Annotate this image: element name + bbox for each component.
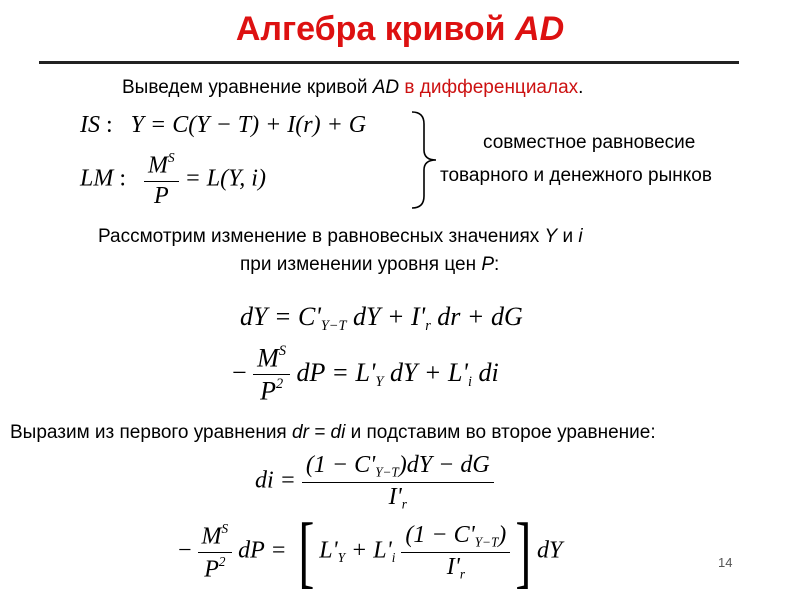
di-num-b: )dY − dG — [398, 452, 490, 478]
consider-line2 — [240, 254, 499, 276]
express-text-b: и подставим во второе уравнение: — [345, 422, 656, 443]
final-frac-den: I' — [446, 553, 460, 580]
consider-P: P — [481, 254, 495, 275]
di-num-a: (1 − C' — [305, 452, 376, 478]
final-frac-num-a: (1 − C' — [405, 521, 475, 548]
final-plus: + L' — [351, 537, 392, 564]
di-fraction — [302, 452, 494, 512]
di-den: I' — [388, 483, 402, 510]
right-bracket: ] — [515, 508, 532, 596]
brace-note-line2: товарного и денежного рынков — [440, 165, 712, 186]
lm-num-sup: S — [168, 150, 175, 165]
consider-and: и — [557, 226, 579, 247]
di-equation — [255, 452, 494, 512]
left-bracket: [ — [297, 508, 314, 596]
express-text-a: Выразим из первого уравнения — [10, 422, 292, 443]
lm-equation — [80, 150, 266, 210]
consider-line1 — [98, 226, 583, 248]
final-num-sup: S — [221, 520, 229, 536]
diff2-a: dP = L' — [296, 357, 376, 387]
is-colon: : — [106, 112, 113, 138]
express-line — [10, 422, 656, 444]
final-left-fraction — [198, 521, 233, 583]
diff2-c: di — [471, 357, 499, 387]
diff1-c: dr + dG — [430, 302, 523, 331]
diff2-num: M — [257, 343, 279, 373]
page-number: 14 — [718, 555, 733, 570]
lm-den: P — [153, 182, 169, 209]
diff1-b: dY + I' — [346, 302, 426, 331]
final-tail: dY — [536, 537, 563, 564]
consider-text-b: при изменении уровня цен — [240, 254, 482, 275]
di-den-sub: r — [401, 496, 407, 512]
consider-Y: Y — [544, 226, 558, 247]
consider-text-a: Рассмотрим изменение в равновесных значениях — [98, 226, 545, 247]
final-frac-den-sub: r — [459, 566, 465, 582]
final-equation — [178, 508, 563, 596]
title-main: Алгебра кривой — [235, 10, 516, 48]
intro-end: . — [578, 77, 584, 98]
diff1-a-sub: Y−T — [320, 318, 347, 334]
diff2-den: P — [260, 376, 276, 406]
final-a: L' — [319, 537, 338, 564]
express-eq: dr = di — [292, 422, 346, 443]
diff1-a: dY = C' — [240, 302, 321, 331]
title-italic: AD — [515, 10, 565, 48]
final-mid: dP = — [238, 537, 287, 564]
lm-label: LM — [80, 165, 114, 192]
lm-num: M — [148, 152, 169, 179]
consider-end: : — [494, 254, 500, 275]
brace-note-line1: совместное равновесие — [483, 132, 696, 153]
lm-rhs: = L(Y, i) — [184, 165, 266, 192]
final-inner-fraction — [401, 522, 510, 582]
is-equation — [80, 112, 366, 139]
final-num: M — [201, 523, 222, 550]
intro-text: Выведем уравнение кривой — [122, 77, 373, 98]
diff2-b: dY + L' — [383, 357, 468, 387]
final-frac-num-b: ) — [498, 521, 507, 548]
di-lhs: di = — [255, 467, 296, 494]
diff2-num-sup: S — [278, 343, 286, 359]
diff2-b-sub: i — [467, 373, 472, 390]
lm-colon: : — [119, 165, 127, 192]
di-num-sub: Y−T — [375, 464, 399, 480]
right-brace-icon — [410, 110, 440, 210]
diff1-b-sub: r — [425, 318, 431, 334]
diff2-a-sub: Y — [375, 373, 384, 390]
title-underline — [39, 61, 739, 64]
intro-line — [122, 77, 583, 99]
diff2-minus: − — [232, 357, 247, 387]
final-plus-sub: i — [391, 550, 396, 566]
intro-red: в дифференциалах — [399, 77, 579, 98]
diff-equation-2 — [232, 343, 499, 407]
final-den: P — [204, 556, 219, 583]
diff-equation-1 — [240, 302, 523, 335]
final-frac-num-sub: Y−T — [474, 534, 499, 550]
lm-fraction — [144, 150, 179, 210]
intro-italic: AD — [372, 77, 400, 98]
diff2-fraction — [253, 343, 290, 407]
final-a-sub: Y — [337, 550, 346, 566]
final-minus: − — [178, 537, 192, 564]
is-label: IS — [80, 112, 100, 138]
is-body: Y = C(Y − T) + I(r) + G — [130, 112, 367, 138]
diff2-den-sup: 2 — [275, 376, 284, 393]
consider-i: i — [578, 226, 583, 247]
final-den-sup: 2 — [218, 553, 226, 569]
slide-title — [0, 10, 800, 49]
